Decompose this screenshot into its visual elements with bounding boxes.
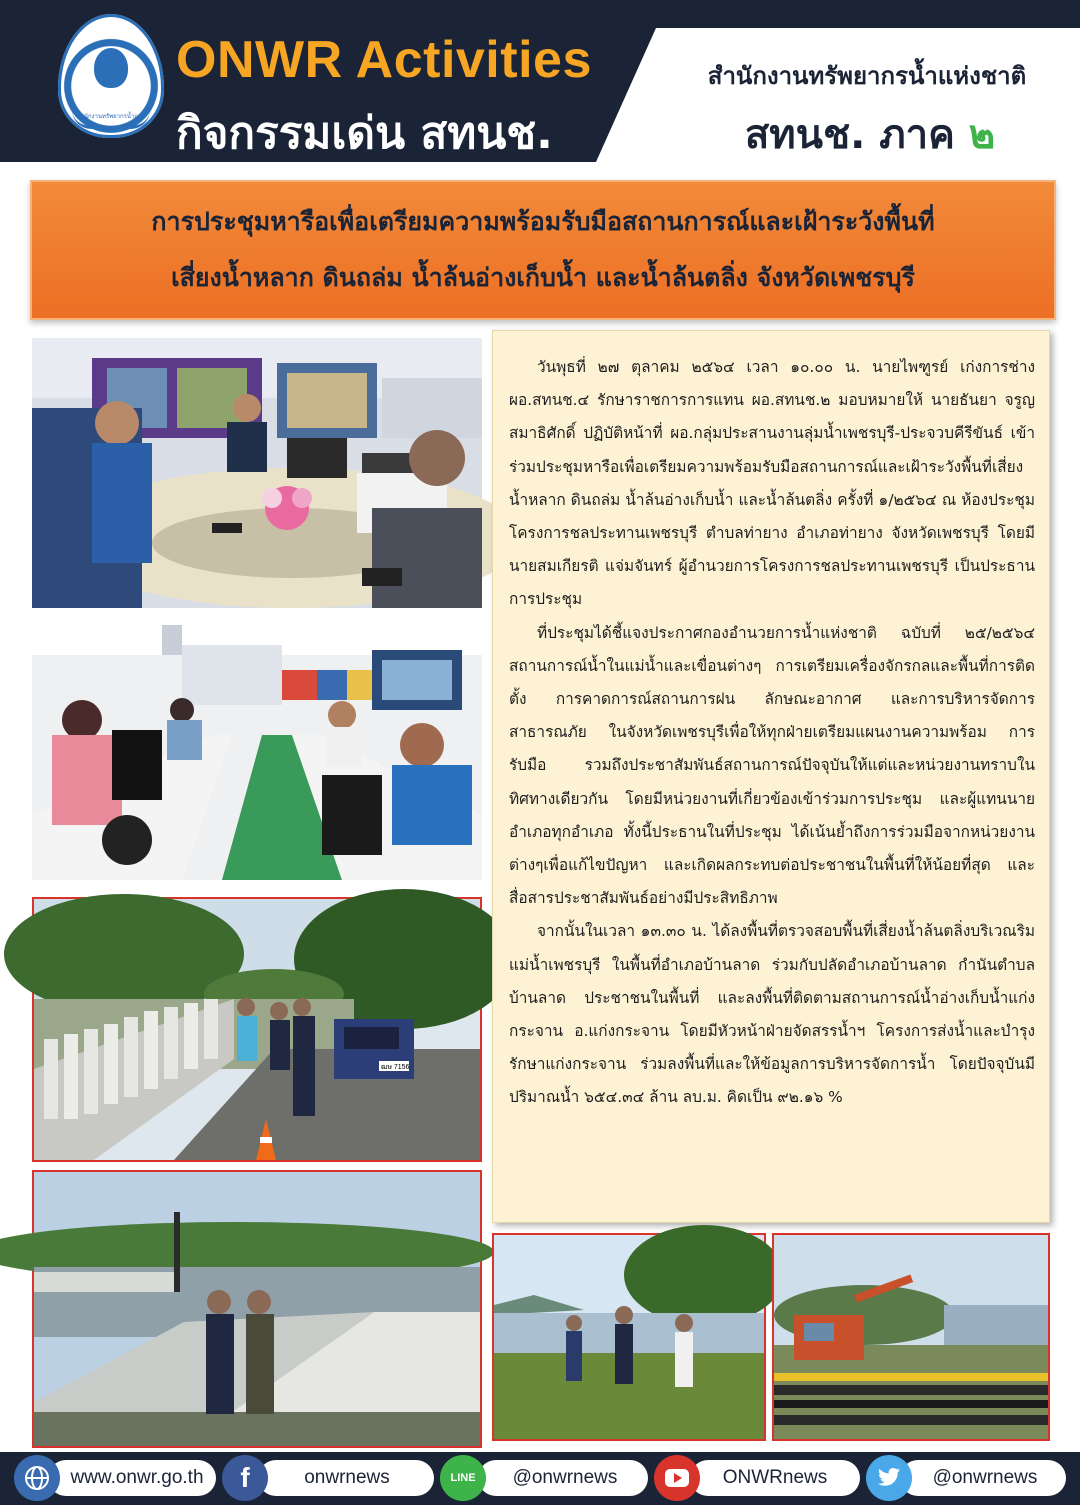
line-handle[interactable]: @onwrnews [512, 1467, 618, 1488]
canal-embankment-image [34, 1172, 480, 1446]
water-drop-icon [94, 48, 128, 88]
header-title-en: ONWR Activities [176, 31, 592, 89]
page-footer [0, 1452, 1080, 1505]
org-name: สำนักงานทรัพยากรน้ำแห่งชาติ [707, 62, 1027, 90]
photo-reservoir-group [492, 1233, 766, 1441]
article-paragraph-3: จากนั้นในเวลา ๑๓.๓๐ น. ได้ลงพื้นที่ตรวจสอบพื้นที่เสี่ยงน้ำล้นตลิ่งบริเวณริมแม่น้ำเพชรบุรี ในพื้นที่อำเภอบ้านลาด ร่วมกับปลัดอำเภอบ้านลาด กำนันตำบลบ้านลาด ประชาชนในพื้นที่ และลงพื้นที่ติดตามสถานการณ์น้ำอ่างเก็บน้ำแก่งกระจาน อ.แก่งกระจาน โดยมีหัวหน้าฝ่ายจัดสรรน้ำฯ โครงการส่งน้ำและบำรุงรักษาแก่งกระจาน ร่วมลงพื้นที่และให้ข้อมูลการบริหารจัดการน้ำ โดยปัจจุบันมีปริมาณน้ำ ๖๕๔.๓๔ ล้าน ลบ.ม. คิดเป็น ๙๒.๑๖ % [509, 922, 1035, 1107]
photo-riverbank-inspection [32, 897, 482, 1162]
globe-icon [14, 1455, 60, 1501]
photo-meeting-table [32, 338, 482, 608]
youtube-icon [654, 1455, 700, 1501]
meeting-table-image [32, 338, 482, 608]
meeting-hall-image [32, 615, 482, 880]
page-header [0, 0, 1080, 162]
facebook-handle[interactable]: onwrnews [304, 1467, 390, 1488]
car-plate: ฒษ 7156 [381, 1064, 410, 1071]
line-icon: LINE [440, 1455, 486, 1501]
photo-pipeline-machinery [772, 1233, 1050, 1441]
article-body [492, 330, 1050, 1223]
article-paragraph-2: ที่ประชุมได้ชี้แจงประกาศกองอำนวยการน้ำแห่งชาติ ฉบับที่ ๒๕/๒๕๖๔ สถานการณ์น้ำในแม่น้ำและเขื่อนต่างๆ การเตรียมเครื่องจักรกลและพื้นที่การติดตั้ง การคาดการณ์สถานการฝน ลักษณะอากาศ และการบริหารจัดการสาธารณภัย ในจังหวัดเพชรบุรีเพื่อให้ทุกฝ่ายเตรียมแผนงานความพร้อม การรับมือ รวมถึงประชาสัมพันธ์สถานการณ์ปัจจุบันให้แต่และหน่วยงานทราบในทิศทางเดียวกัน โดยมีหน่วยงานที่เกี่ยวข้องเข้าร่วมการประชุม และผู้แทนนายอำเภอทุกอำเภอ ทั้งนี้ประธานในที่ประชุม ได้เน้นย้ำถึงการร่วมมือจากหน่วยงานต่างๆเพื่อแก้ไขปัญหา และเกิดผลกระทบต่อประชาชนในพื้นที่ให้น้อยที่สุด และสื่อสารประชาสัมพันธ์อย่างมีประสิทธิภาพ [509, 623, 1035, 908]
headline-banner [30, 180, 1056, 320]
headline-line-1: การประชุมหารือเพื่อเตรียมความพร้อมรับมือสถานการณ์และเฝ้าระวังพื้นที่ [151, 207, 935, 236]
twitter-handle[interactable]: @onwrnews [932, 1467, 1038, 1488]
header-title-th: กิจกรรมเด่น สทนช. [176, 108, 553, 159]
photo-canal-embankment [32, 1170, 482, 1448]
website-link[interactable]: www.onwr.go.th [70, 1467, 204, 1488]
article-paragraph-1: วันพุธที่ ๒๗ ตุลาคม ๒๕๖๔ เวลา ๑๐.๐๐ น. นายไพฑูรย์ เก่งการช่าง ผอ.สทนช.๔ รักษาราชการการแทน ผอ.สทนช.๒ มอบหมายให้ นายธันยา จรูญสมาธิศักดิ์ ปฏิบัติหน้าที่ ผอ.กลุ่มประสานงานลุ่มน้ำเพชรบุรี-ประจวบคีรีขันธ์ เข้าร่วมประชุมหารือเพื่อเตรียมความพร้อมรับมือสถานการณ์และเฝ้าระวังพื้นที่เสี่ยงน้ำหลาก ดินถล่ม น้ำล้นอ่างเก็บน้ำ และน้ำล้นตลิ่ง ครั้งที่ ๑/๒๕๖๔ ณ ห้องประชุมโครงการชลประทานเพชรบุรี ตำบลท่ายาง อำเภอท่ายาง จังหวัดเพชรบุรี โดยมี นายสมเกียรติ แจ่มจันทร์ ผู้อำนวยการโครงการชลประทานเพชรบุรี เป็นประธานการประชุม [509, 358, 1035, 609]
onwr-logo-icon [58, 14, 164, 138]
pipeline-machinery-image [774, 1235, 1048, 1439]
photo-meeting-hall [32, 615, 482, 880]
twitter-icon [866, 1455, 912, 1501]
logo-caption: สำนักงานทรัพยากรน้ำแห่งชาติ [72, 110, 150, 129]
region-title [700, 102, 1040, 166]
region-number: ๒ [968, 112, 996, 158]
headline-line-2: เสี่ยงน้ำหลาก ดินถล่ม น้ำล้นอ่างเก็บน้ำ และน้ำล้นตลิ่ง จังหวัดเพชรบุรี [171, 263, 915, 292]
facebook-icon: f [222, 1455, 268, 1501]
reservoir-group-image [494, 1235, 764, 1439]
region-label: สทนช. ภาค [744, 112, 955, 158]
youtube-handle[interactable]: ONWRnews [722, 1467, 828, 1488]
riverbank-image [34, 899, 480, 1160]
